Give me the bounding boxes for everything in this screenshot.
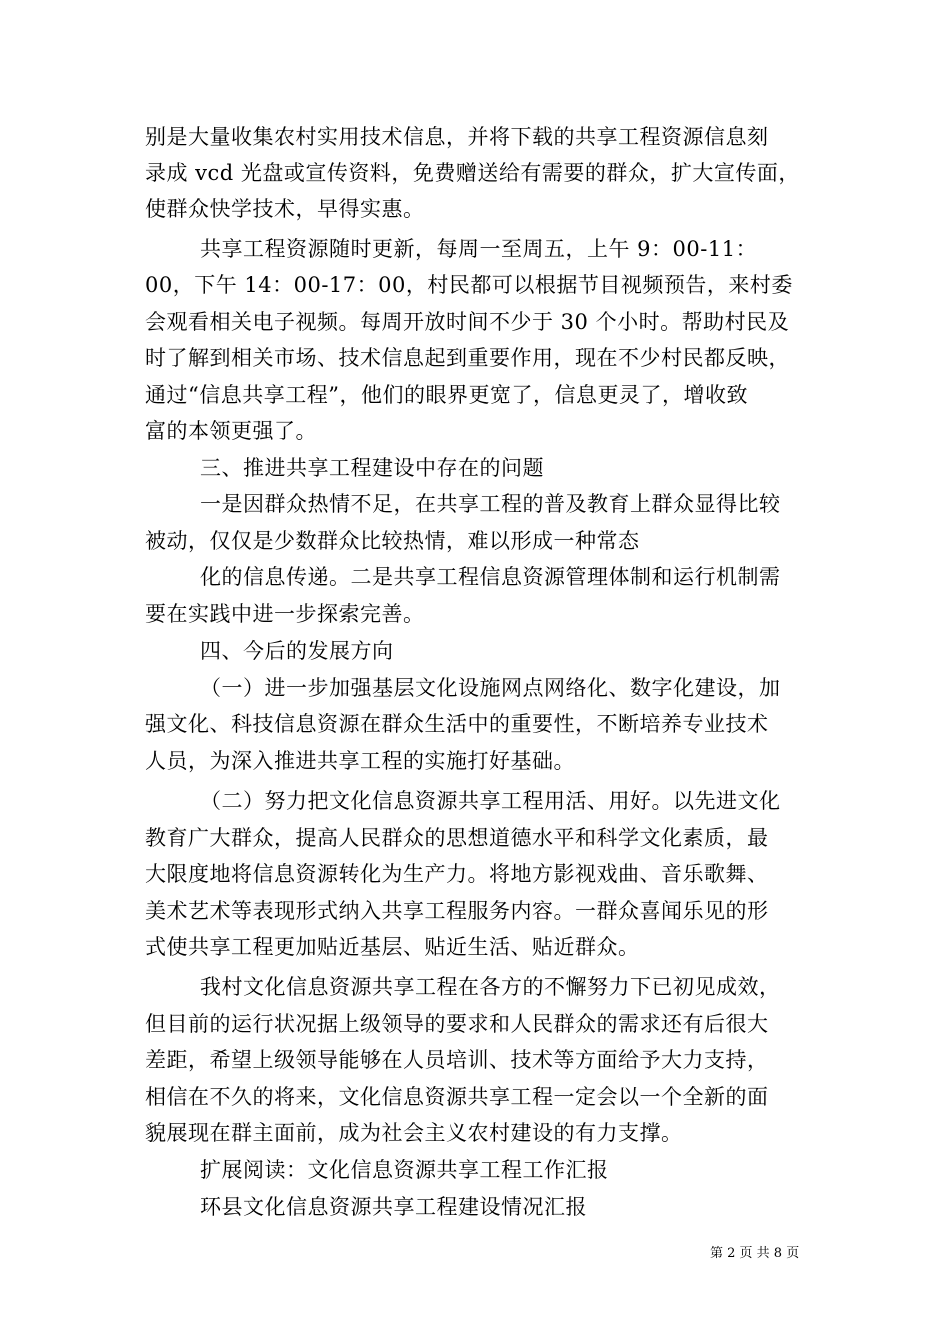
body-text-line: 貌展现在群主面前，成为社会主义农村建设的有力支撑。 — [145, 1121, 683, 1145]
body-text-line: （二）努力把文化信息资源共享工程用活、用好。以先进文化 — [200, 789, 781, 813]
related-report-title: 环县文化信息资源共享工程建设情况汇报 — [200, 1195, 587, 1219]
body-text-line: 富的本领更强了。 — [145, 419, 317, 443]
body-text-line: 共享工程资源随时更新，每周一至周五，上午 9：00-11： — [200, 237, 758, 261]
body-text-line: 被动，仅仅是少数群众比较热情，难以形成一种常态 — [145, 529, 640, 553]
body-text-line: 00，下午 14：00-17：00，村民都可以根据节目视频预告，来村委 — [145, 273, 793, 297]
body-text-line: 要在实践中进一步探索完善。 — [145, 602, 425, 626]
body-text-line: 别是大量收集农村实用技术信息，并将下载的共享工程资源信息刻 — [145, 125, 769, 149]
body-text-line: 但目前的运行状况据上级领导的要求和人民群众的需求还有后很大 — [145, 1012, 769, 1036]
body-text-line: 大限度地将信息资源转化为生产力。将地方影视戏曲、音乐歌舞、 — [145, 862, 769, 886]
body-text-line: 录成 vcd 光盘或宣传资料，免费赠送给有需要的群众，扩大宣传面， — [145, 161, 800, 185]
body-text-line: 式使共享工程更加贴近基层、贴近生活、贴近群众。 — [145, 935, 640, 959]
section-heading: 四、今后的发展方向 — [200, 639, 394, 663]
body-text-line: 时了解到相关市场、技术信息起到重要作用，现在不少村民都反映， — [145, 346, 790, 370]
body-text-line: 人员，为深入推进共享工程的实施打好基础。 — [145, 749, 575, 773]
body-text-line: 美术艺术等表现形式纳入共享工程服务内容。一群众喜闻乐见的形 — [145, 899, 769, 923]
body-text-line: 差距，希望上级领导能够在人员培训、技术等方面给予大力支持， — [145, 1048, 769, 1072]
body-text-line: 我村文化信息资源共享工程在各方的不懈努力下已初见成效， — [200, 975, 781, 999]
body-text-line: （一）进一步加强基层文化设施网点网络化、数字化建设，加 — [200, 676, 781, 700]
body-text-line: 通过“信息共享工程”，他们的眼界更宽了，信息更灵了，增收致 — [145, 383, 748, 407]
body-text-line: 相信在不久的将来，文化信息资源共享工程一定会以一个全新的面 — [145, 1085, 769, 1109]
extended-reading-line: 扩展阅读：文化信息资源共享工程工作汇报 — [200, 1158, 609, 1182]
body-text-line: 会观看相关电子视频。每周开放时间不少于 30 个小时。帮助村民及 — [145, 310, 790, 334]
section-heading: 三、推进共享工程建设中存在的问题 — [200, 456, 544, 480]
body-text-line: 使群众快学技术，早得实惠。 — [145, 197, 425, 221]
body-text-line: 强文化、科技信息资源在群众生活中的重要性，不断培养专业技术 — [145, 712, 769, 736]
page-indicator: 第 2 页 共 8 页 — [710, 1246, 800, 1261]
body-text-line: 教育广大群众，提高人民群众的思想道德水平和科学文化素质，最 — [145, 826, 769, 850]
body-text-line: 一是因群众热情不足，在共享工程的普及教育上群众显得比较 — [200, 492, 781, 516]
body-text-line: 化的信息传递。二是共享工程信息资源管理体制和运行机制需 — [200, 565, 781, 589]
